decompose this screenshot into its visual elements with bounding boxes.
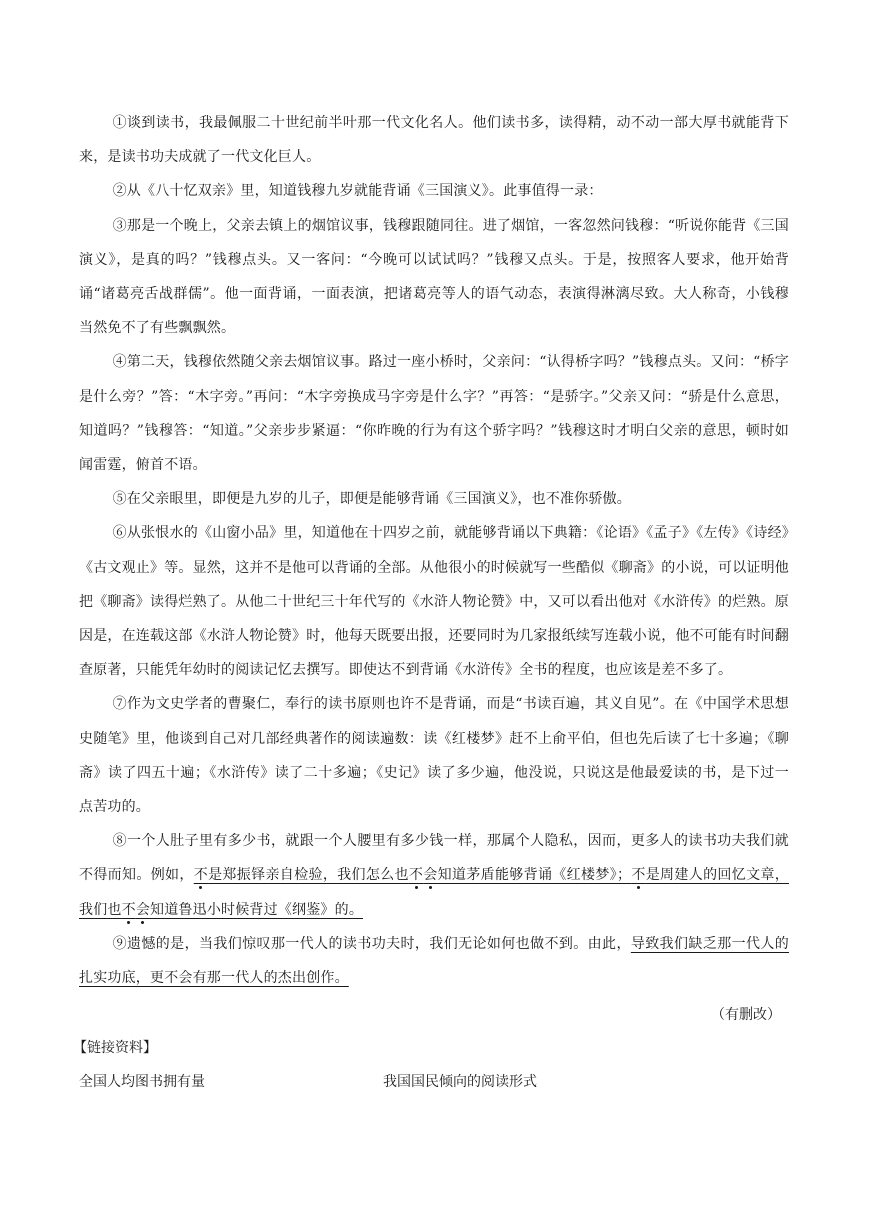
- caption-books-per-capita: 全国人均图书拥有量: [79, 1073, 205, 1090]
- paragraph-7: ⑦作为文史学者的曹聚仁，奉行的读书原则也许不是背诵，而是“书读百遍，其义自见”。在《中国学术思想史随笔》里，他谈到自己对几部经典著作的阅读遍数：读《红楼梦》赶不上俞平伯，但也先后读了七十多遍；《聊斋》读了四五十遍；《水浒传》读了二十多遍；《史记》读了多少遍，他没说，只说这是他最爱读的书，是下过一点苦功的。: [79, 696, 789, 816]
- paragraph-6: ⑥从张恨水的《山窗小品》里，知道他在十四岁之前，就能够背诵以下典籍：《论语》《孟子》《左传》《诗经》《古文观止》等。显然，这并不是他可以背诵的全部。从他很小的时候就写一些酷似《聊斋》的小说，可以证明他把《聊斋》读得烂熟了。从他二十世纪三十年代写的《水浒人物论赞》中，又可以看出他对《水浒传》的烂熟。原因是，在连载这部《水浒人物论赞》时，他每天既要出报，还要同时为几家报纸续写连载小说，他不可能有时间翻查原著，只能凭年幼时的阅读记忆去撰写。即使达不到背诵《水浒传》全书的程度，也应该是差不多了。: [79, 525, 789, 679]
- edit-note: （有删改）: [711, 1006, 781, 1023]
- emphasis-char: 会: [135, 901, 151, 918]
- paragraph-3: ③那是一个晚上，父亲去镇上的烟馆议事，钱穆跟随同往。进了烟馆，一客忽然问钱穆：“听说你能背《三国演义》，是真的吗？”钱穆点头。又一客问：“今晚可以试试吗？”钱穆又点头。于是，按照客人要求，他开始背诵“诸葛亮舌战群儒”。他一面背诵，一面表演，把诸葛亮等人的语气动态，表演得淋漓尽致。大人称奇，小钱穆当然免不了有些飘飘然。: [79, 217, 789, 337]
- paragraph-2: ②从《八十忆双亲》里，知道钱穆九岁就能背诵《三国演义》。此事值得一录：: [112, 183, 603, 200]
- paragraph-1: ①谈到读书，我最佩服二十世纪前半叶那一代文化名人。他们读书多，读得精，动不动一部大厚书就能背下来，是读书功夫成就了一代文化巨人。: [79, 115, 789, 166]
- emphasis-char: 不: [121, 901, 136, 918]
- article-body: [73, 106, 789, 1099]
- paragraph-9-underlined-sentence: 导致我们缺乏那一代人的扎实功底，更不会有那一代人的杰出创作。: [79, 935, 789, 986]
- paragraph-9-text: ⑨遗憾的是，当我们惊叹那一代人的读书功夫时，我们无论如何也做不到。由此，: [112, 935, 631, 952]
- paragraph-4: ④第二天，钱穆依然随父亲去烟馆议事。路过一座小桥时，父亲问：“认得桥字吗？”钱穆点头。又问：“桥字是什么旁？”答：“木字旁。”再问：“木字旁换成马字旁是什么字？”再答：“是骄字。”父亲又问：“骄是什么意思，知道吗？”钱穆答：“知道。”父亲步步紧逼：“你昨晚的行为有这个骄字吗？”钱穆这时才明白父亲的意思，顿时如闻雷霆，俯首不语。: [79, 354, 789, 474]
- underlined-text: 是郑振铎亲自检验，我们怎么也: [208, 867, 409, 884]
- paragraph-5: ⑤在父亲眼里，即便是九岁的儿子，即便是能够背诵《三国演义》，也不准你骄傲。: [112, 491, 631, 508]
- paragraph-9: [79, 927, 789, 995]
- underlined-text: 知道茅盾能够背诵《红楼梦》；: [437, 867, 632, 884]
- emphasis-char: 不: [193, 867, 209, 884]
- paragraph-8: [79, 824, 789, 927]
- underlined-text: 知道鲁迅小时候背过《纲鉴》的。: [150, 901, 364, 918]
- emphasis-char: 不: [408, 867, 424, 884]
- link-section-title: 【链接资料】: [73, 1039, 157, 1056]
- chart-captions: [79, 1065, 789, 1099]
- caption-reading-forms: 我国国民倾向的阅读形式: [383, 1073, 537, 1090]
- emphasis-char: 不: [631, 867, 646, 884]
- underlined-text: 是周建人的回忆文章，我们也: [79, 867, 789, 918]
- emphasis-char: 会: [423, 867, 438, 884]
- paragraph-8-text: ⑧一个人肚子里有多少书，就跟一个人腰里有多少钱一样，那属个人隐私，因而，更多人的读书功夫我们就不得而知。例如，: [79, 833, 789, 884]
